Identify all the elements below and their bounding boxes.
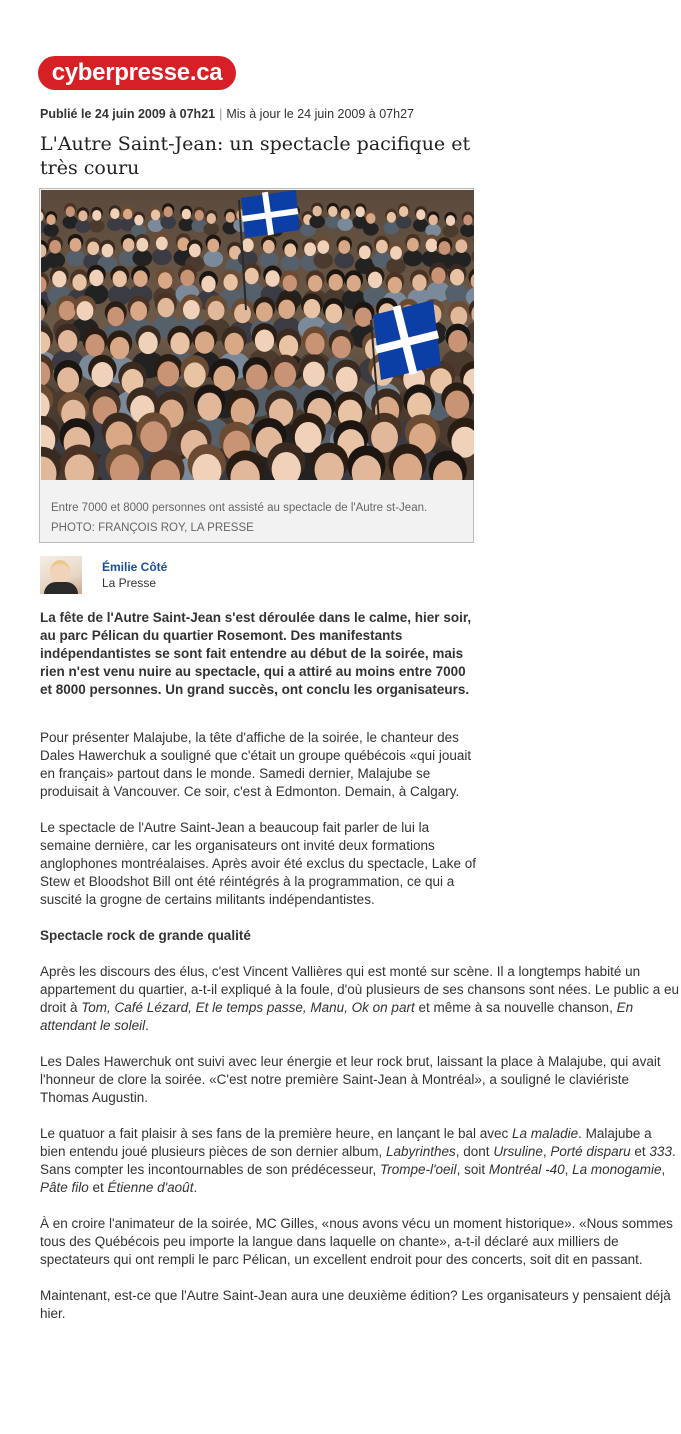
publication-meta — [40, 107, 414, 121]
paragraph-1: Pour présenter Malajube, la tête d'affiche de la soirée, le chanteur des Dales Hawerchuk a souligné que c'était un groupe québécois «qui jouait en français» partout dans le monde. Samedi dernier, Malajube se produisait à Vancouver. Ce soir, c'est à Edmonton. Demain, à Calgary. — [40, 730, 472, 799]
article-body — [40, 609, 680, 1341]
article-lede: La fête de l'Autre Saint-Jean s'est déroulée dans le calme, hier soir, au parc Pélican du quartier Rosemont. Des manifestants indépendantistes se sont fait entendre au début de la soirée, mais rien n'est venu nuire au spectacle, qui a attiré au moins entre 7000 et 8000 personnes. Un grand succès, ont conclu les organisateurs. — [40, 610, 472, 697]
paragraph-7: Maintenant, est-ce que l'Autre Saint-Jean aura une deuxième édition? Les organisateurs y pensaient déjà hier. — [40, 1288, 671, 1321]
article-title: L'Autre Saint-Jean: un spectacle pacifique et très couru — [40, 133, 471, 179]
author-name-link[interactable]: Émilie Côté — [102, 560, 168, 574]
paragraph-4: Les Dales Hawerchuk ont suivi avec leur énergie et leur rock brut, laissant la place à Malajube, qui avait l'honneur de clore la soirée. «C'est notre première Saint-Jean à Montréal», a souligné le claviériste Thomas Augustin. — [40, 1054, 661, 1105]
photo-credit: PHOTO: FRANÇOIS ROY, LA PRESSE — [51, 522, 254, 534]
author-organization: La Presse — [102, 576, 157, 590]
crowd-photo[interactable] — [41, 190, 474, 480]
author-avatar — [40, 556, 82, 594]
cyberpresse-logo[interactable]: cyberpresse.ca — [38, 56, 236, 90]
paragraph-5: Le quatuor a fait plaisir à ses fans de la première heure, en lançant le bal avec La maladie. Malajube a bien entendu joué plusieurs pièces de son dernier album, Labyrinthes, dont Ursuline, Porté disparu et 333. Sans compter les incontournables de son prédécesseur, Trompe-l'oeil, soit Montréal -40, La monogamie, Pâte filo et Étienne d'août. — [40, 1126, 676, 1195]
updated-date: Mis à jour le 24 juin 2009 à 07h27 — [226, 107, 414, 121]
meta-separator: | — [219, 107, 223, 121]
paragraph-3: Après les discours des élus, c'est Vincent Vallières qui est monté sur scène. Il a longtemps habité un appartement du quartier, a-t-il expliqué à la foule, d'où plusieurs de ses chansons sont nées. Le public a eu droit à Tom, Café Lézard, Et le temps passe, Manu, Ok on part et même à sa nouvelle chanson, En attendant le soleil. — [40, 964, 679, 1033]
paragraph-2: Le spectacle de l'Autre Saint-Jean a beaucoup fait parler de lui la semaine dernière, car les organisateurs ont invité deux formations anglophones montréalaises. Après avoir été exclus du spectacle, Lake of Stew et Bloodshot Bill ont été réintégrés à la programmation, ce qui a suscité la grogne de certains militants indépendantistes. — [40, 820, 477, 907]
author-byline — [40, 556, 340, 596]
paragraph-6: À en croire l'animateur de la soirée, MC Gilles, «nous avons vécu un moment historique». «Nous sommes tous des Québécois peu importe la langue dans laquelle on chante», a-t-il déclaré aux milliers de spectateurs qui ont rempli le parc Pélican, un excellent endroit pour des concerts, soit dit en passant. — [40, 1216, 673, 1267]
published-date: Publié le 24 juin 2009 à 07h21 — [40, 107, 216, 121]
photo-caption: Entre 7000 et 8000 personnes ont assisté au spectacle de l'Autre st-Jean. — [51, 502, 428, 514]
photo-box — [39, 188, 474, 543]
article-subheading: Spectacle rock de grande qualité — [40, 928, 251, 943]
photo-caption-block — [51, 498, 427, 538]
